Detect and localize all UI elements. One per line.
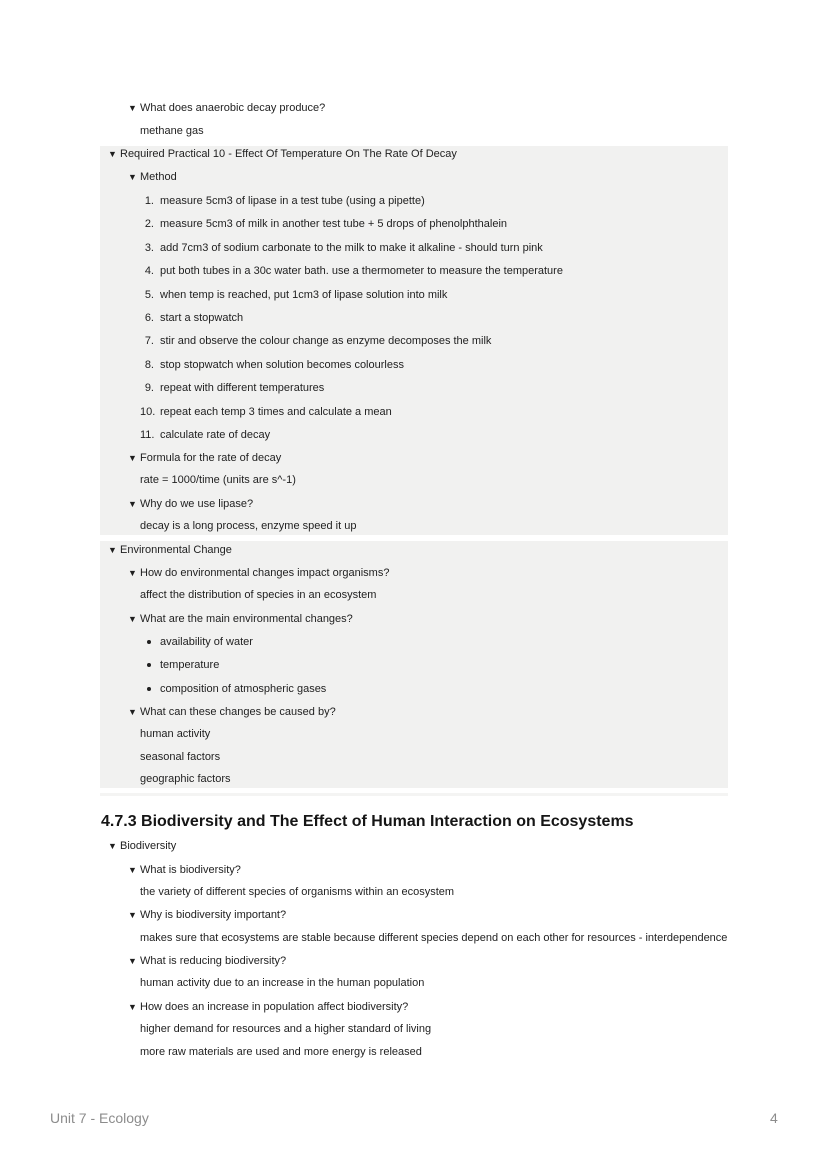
step-number: 6. — [144, 312, 154, 324]
toggle-method[interactable] — [128, 170, 177, 184]
step-number: 5. — [144, 289, 154, 301]
step-text: repeat each temp 3 times and calculate a mean — [160, 406, 392, 418]
toggle-env-causes[interactable] — [128, 705, 336, 719]
toggle-label: Why is biodiversity important? — [140, 909, 287, 921]
triangle-down-icon[interactable]: ▼ — [128, 707, 137, 717]
env-block-separator — [100, 793, 728, 796]
triangle-down-icon[interactable]: ▼ — [108, 841, 117, 851]
answer-text: decay is a long process, enzyme speed it up — [140, 520, 357, 532]
toggle-label: What is biodiversity? — [140, 864, 241, 876]
answer-text: seasonal factors — [140, 751, 221, 763]
triangle-down-icon[interactable]: ▼ — [108, 149, 117, 159]
step-text: when temp is reached, put 1cm3 of lipase solution into milk — [160, 289, 448, 301]
answer-text: geographic factors — [140, 773, 231, 785]
triangle-down-icon[interactable]: ▼ — [128, 499, 137, 509]
answer-text: makes sure that ecosystems are stable because different species depend on each other for resources - interdependence — [140, 932, 728, 944]
triangle-down-icon[interactable]: ▼ — [128, 614, 137, 624]
page-number: 4 — [770, 1110, 778, 1126]
toggle-env-impact[interactable] — [128, 566, 389, 580]
step-text: put both tubes in a 30c water bath. use a thermometer to measure the temperature — [160, 265, 563, 277]
answer-text: rate = 1000/time (units are s^-1) — [140, 474, 296, 486]
answer-text: the variety of different species of organisms within an ecosystem — [140, 886, 455, 898]
step-text: stir and observe the colour change as enzyme decomposes the milk — [160, 335, 492, 347]
triangle-down-icon[interactable]: ▼ — [128, 453, 137, 463]
step-text: measure 5cm3 of lipase in a test tube (using a pipette) — [160, 195, 425, 207]
toggle-label: Method — [140, 171, 177, 183]
step-number: 11. — [140, 429, 155, 441]
toggle-label: Required Practical 10 - Effect Of Temperature On The Rate Of Decay — [120, 148, 457, 160]
step-text: start a stopwatch — [160, 312, 244, 324]
triangle-down-icon[interactable]: ▼ — [128, 568, 137, 578]
step-number: 3. — [144, 242, 154, 254]
toggle-bio-population[interactable] — [128, 1000, 408, 1014]
toggle-anaerobic[interactable] — [128, 101, 325, 115]
answer-text: human activity — [140, 728, 211, 740]
toggle-label: How do environmental changes impact organisms? — [140, 567, 390, 579]
toggle-label: How does an increase in population affect biodiversity? — [140, 1001, 409, 1013]
toggle-label: What can these changes be caused by? — [140, 706, 336, 718]
toggle-lipase[interactable] — [128, 497, 253, 511]
step-text: stop stopwatch when solution becomes colourless — [160, 359, 404, 371]
toggle-bio-reducing[interactable] — [128, 954, 286, 968]
step-number: 8. — [144, 359, 154, 371]
method-step — [140, 194, 425, 208]
method-step — [140, 334, 491, 348]
answer-text: more raw materials are used and more energy is released — [140, 1046, 422, 1058]
toggle-label: Why do we use lipase? — [140, 498, 254, 510]
triangle-down-icon[interactable]: ▼ — [128, 1002, 137, 1012]
toggle-bio-important[interactable] — [128, 908, 286, 922]
answer-text: higher demand for resources and a higher standard of living — [140, 1023, 432, 1035]
toggle-label: What does anaerobic decay produce? — [140, 102, 326, 114]
toggle-practical[interactable] — [108, 147, 457, 161]
method-step — [140, 241, 543, 255]
toggle-label: What are the main environmental changes? — [140, 613, 353, 625]
step-text: measure 5cm3 of milk in another test tube + 5 drops of phenolphthalein — [160, 218, 508, 230]
method-step — [140, 288, 447, 302]
triangle-down-icon[interactable]: ▼ — [128, 103, 137, 113]
method-step — [140, 217, 507, 231]
step-text: calculate rate of decay — [160, 429, 271, 441]
footer-title: Unit 7 - Ecology — [50, 1110, 149, 1126]
method-step — [140, 428, 270, 442]
toggle-environmental-change[interactable] — [108, 543, 232, 557]
step-number: 10. — [140, 406, 156, 418]
bullet-text: composition of atmospheric gases — [160, 683, 327, 695]
triangle-down-icon[interactable]: ▼ — [128, 956, 137, 966]
triangle-down-icon[interactable]: ▼ — [128, 910, 137, 920]
step-number: 9. — [144, 382, 154, 394]
toggle-env-main[interactable] — [128, 612, 353, 626]
toggle-formula[interactable] — [128, 451, 281, 465]
step-text: add 7cm3 of sodium carbonate to the milk to make it alkaline - should turn pink — [160, 242, 543, 254]
bullet-dot-icon — [147, 663, 151, 667]
method-step — [140, 358, 404, 372]
step-number: 2. — [144, 218, 154, 230]
triangle-down-icon[interactable]: ▼ — [128, 172, 137, 182]
method-step — [140, 405, 392, 419]
section-heading: 4.7.3 Biodiversity and The Effect of Human Interaction on Ecosystems — [101, 813, 634, 830]
bullet-item — [140, 658, 219, 672]
bullet-dot-icon — [147, 687, 151, 691]
method-step — [140, 311, 243, 325]
bullet-dot-icon — [147, 640, 151, 644]
bullet-item — [140, 635, 253, 649]
step-number: 1. — [144, 195, 154, 207]
toggle-label: Environmental Change — [120, 544, 232, 556]
answer-text: affect the distribution of species in an ecosystem — [140, 589, 377, 601]
step-number: 7. — [144, 335, 154, 347]
triangle-down-icon[interactable]: ▼ — [128, 865, 137, 875]
toggle-bio-what[interactable] — [128, 863, 241, 877]
bullet-item — [140, 682, 326, 696]
method-step — [140, 381, 324, 395]
toggle-label: Biodiversity — [120, 840, 177, 852]
toggle-biodiversity[interactable] — [108, 839, 176, 853]
triangle-down-icon[interactable]: ▼ — [108, 545, 117, 555]
toggle-label: Formula for the rate of decay — [140, 452, 282, 464]
toggle-label: What is reducing biodiversity? — [140, 955, 287, 967]
answer-text: human activity due to an increase in the human population — [140, 977, 425, 989]
step-text: repeat with different temperatures — [160, 382, 325, 394]
bullet-text: availability of water — [160, 636, 253, 648]
answer-text: methane gas — [140, 125, 204, 137]
step-number: 4. — [144, 265, 154, 277]
method-step — [140, 264, 563, 278]
bullet-text: temperature — [160, 659, 220, 671]
